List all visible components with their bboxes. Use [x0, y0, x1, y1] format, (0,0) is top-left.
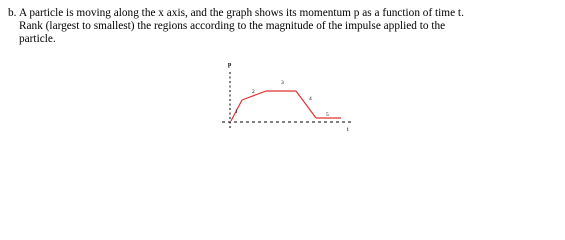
item-label: b.	[8, 7, 17, 19]
momentum-curve	[231, 91, 341, 121]
region-label-1: 1	[235, 109, 238, 115]
t-axis-label: t	[347, 127, 349, 133]
question-line-2: Rank (largest to smallest) the regions according to the magnitude of the impulse applied to the	[19, 20, 446, 32]
question-line-3: particle.	[19, 33, 56, 45]
curve-segment-4	[296, 91, 316, 118]
p-axis-label: p	[228, 62, 232, 68]
region-label-4: 4	[309, 96, 312, 102]
region-label-3: 3	[281, 80, 284, 86]
region-label-2: 2	[252, 89, 255, 95]
region-label-5: 5	[326, 112, 329, 118]
question-line-1: A particle is moving along the x axis, and the graph shows its momentum p as a function of time t.	[19, 7, 464, 19]
